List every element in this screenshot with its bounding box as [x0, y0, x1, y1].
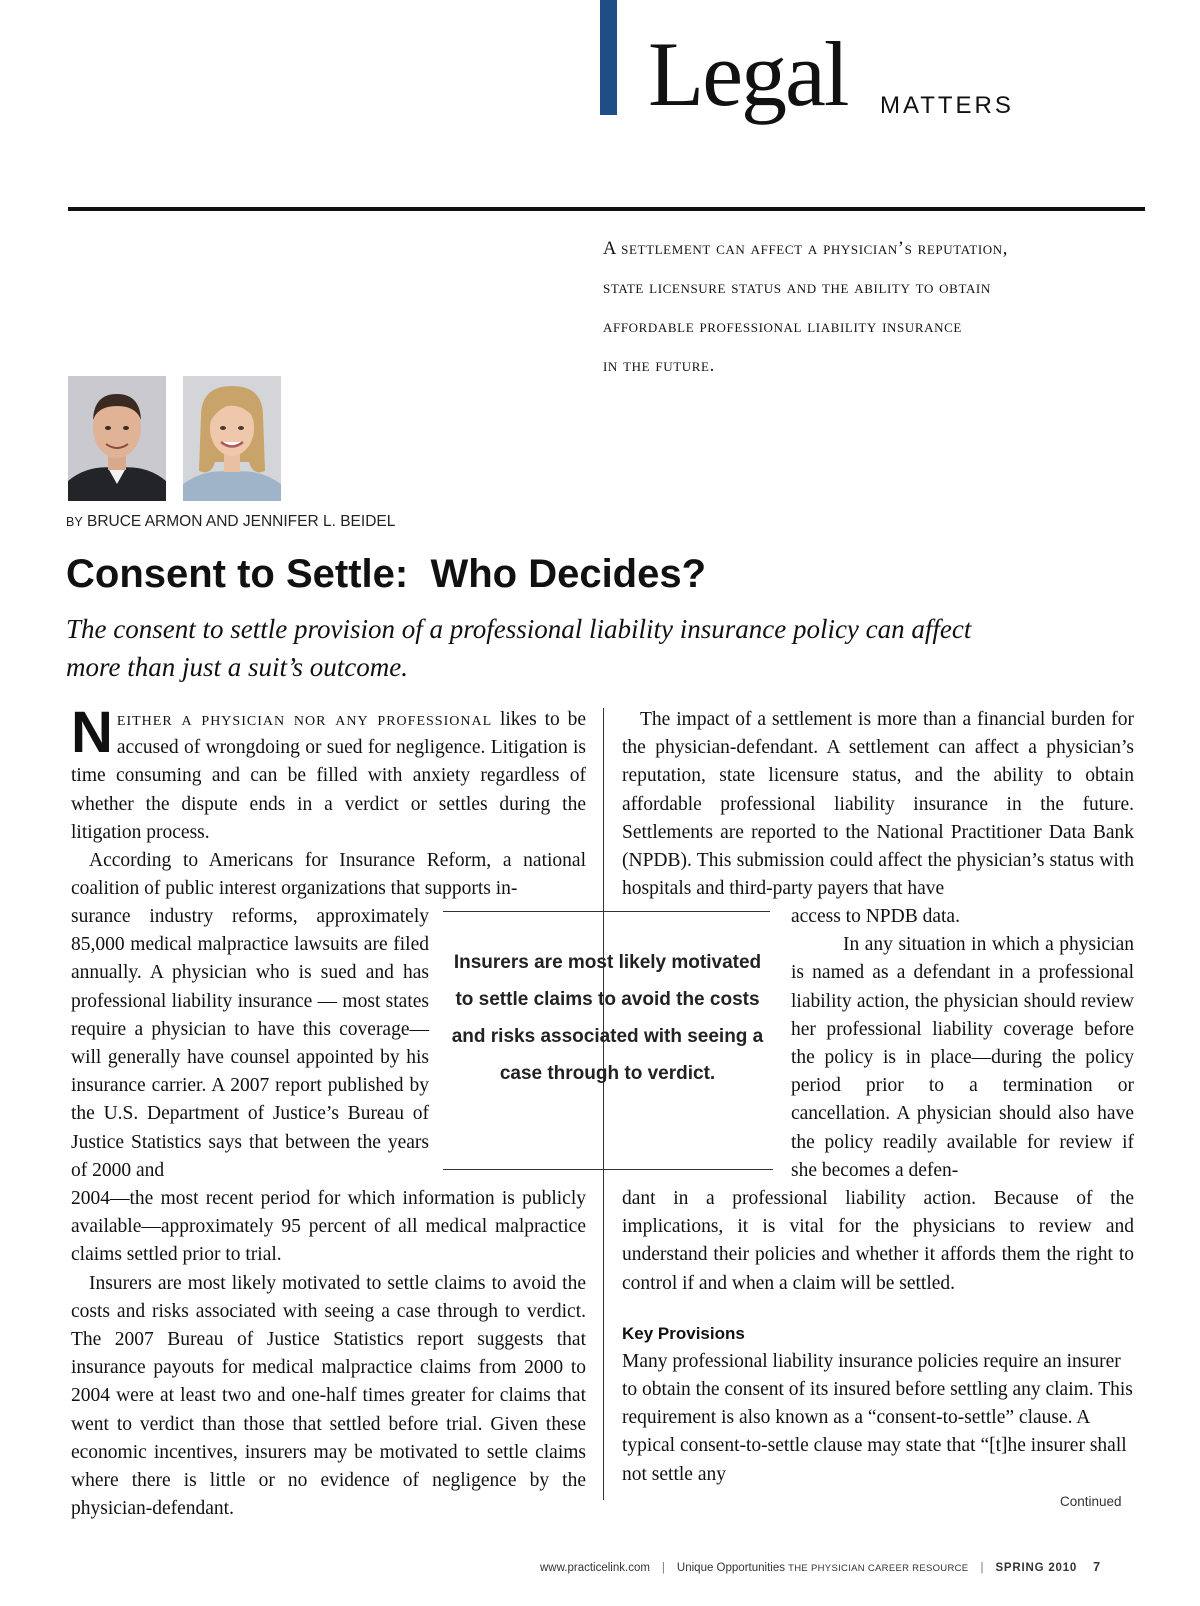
lead-smallcaps: either a physician nor any professional: [116, 709, 493, 730]
pull-quote-line: state licensure status and the ability to obtain: [603, 278, 991, 298]
footer-tagline: THE PHYSICIAN CAREER RESOURCE: [788, 1563, 969, 1574]
byline-authors: BRUCE ARMON AND JENNIFER L. BEIDEL: [87, 513, 396, 530]
body-paragraph: According to Americans for Insurance Reform, a national coalition of public interest organizations that supports in-: [71, 850, 586, 900]
body-column-right-wrap: [791, 903, 1134, 1185]
body-paragraph: The impact of a settlement is more than a financial burden for the physician-defendant. A settlement can affect a physician’s reputation, state licensure status, and the ability to obtain affordable professional liability insurance in the future. Settlements are reported to the National Practitioner Data Bank (NPDB). This submission could affect the physician’s status with hospitals and third-party payers that have: [622, 709, 1134, 900]
portrait-woman-icon: [183, 376, 281, 501]
masthead-title: Legal: [648, 23, 848, 125]
body-paragraph: 2004—the most recent period for which information is publicly available—approximately 95 percent of all medical malpractice claims settled prior to trial.: [71, 1188, 586, 1266]
masthead-subtitle: MATTERS: [880, 92, 1014, 119]
masthead-accent-bar: [600, 0, 617, 115]
body-paragraph: Many professional liability insurance policies require an insurer to obtain the consent of its insured before settling any claim. This requirement is also known as a “consent-to-settle” clause. A typical consent-to-settle clause may state that “[t]he insurer shall not settle any: [622, 1350, 1133, 1485]
section-subhead: Key Provisions: [622, 1323, 745, 1343]
drop-cap: N: [71, 700, 113, 765]
body-column-left-wrap: [71, 903, 429, 1185]
footer-url[interactable]: www.practicelink.com: [540, 1562, 650, 1574]
body-column-left-top: [71, 700, 586, 903]
footer-brand: Unique Opportunities: [676, 1562, 785, 1574]
pull-quote-line: A settlement can affect a physician’s reputation,: [603, 239, 1008, 259]
body-paragraph-lead: [71, 700, 586, 847]
pull-quote-line: in the future.: [603, 356, 715, 376]
body-column-left-bottom: [71, 1185, 586, 1523]
body-paragraph: dant in a professional liability action. Because of the implications, it is vital for the physicians to review and understand their policies and whether it affords them the right to control if and when a claim will be settled.: [622, 1188, 1134, 1294]
body-paragraph: In any situation in which a physician is named as a defendant in a professional liability action, the physician should review her professional liability coverage before the policy is in place—during the policy period prior to a termination or cancellation. A physician should also have the policy readily available for review if she becomes a defen-: [791, 934, 1134, 1181]
author-photo-jennifer-beidel: [183, 376, 281, 501]
footer-separator: |: [980, 1562, 984, 1574]
body-paragraph: access to NPDB data.: [791, 906, 960, 927]
portrait-man-icon: [68, 376, 166, 501]
footer-season: SPRING 2010: [995, 1562, 1078, 1574]
pull-quote-center: Insurers are most likely motivated to settle claims to avoid the costs and risks associated with seeing a case through to verdict.: [451, 952, 764, 1084]
byline-prefix: BY: [66, 515, 83, 529]
body-paragraph: Insurers are most likely motivated to settle claims to avoid the costs and risks associated with seeing a case through to verdict. The 2007 Bureau of Justice Statistics report suggests that insurance payouts for medical malpractice claims from 2000 to 2004 were at least two and one-half times greater for claims that went to verdict than those that settled before trial. Given these economic incentives, insurers may be motivated to settle claims where there is little or no evidence of negligence by the physician-defendant.: [71, 1272, 586, 1520]
body-paragraph: surance industry reforms, approximately 85,000 medical malpractice lawsuits are filed annually. A physician who is sued and has professional liability insurance — most states require a physician to have this coverage—will generally have counsel appointed by his insurance carrier. A 2007 report published by the U.S. Department of Justice’s Bureau of Justice Statistics says that between the years of 2000 and: [71, 906, 429, 1181]
pull-quote-rule-bottom: [443, 1169, 773, 1170]
article-deck: The consent to settle provision of a professional liability insurance policy can affect more than just a suit’s outcome.: [66, 614, 972, 682]
author-photo-bruce-armon: [68, 376, 166, 501]
column-divider: [603, 708, 604, 1500]
body-column-right-top: [622, 706, 1134, 903]
pull-quote-line: affordable professional liability insurance: [603, 317, 962, 337]
article-headline: Consent to Settle: Who Decides?: [66, 552, 707, 596]
page-footer: [540, 1560, 1100, 1574]
footer-separator: |: [661, 1562, 665, 1574]
pull-quote-rule-top: [443, 911, 770, 912]
masthead-rule: [68, 207, 1145, 211]
pull-quote-top: [603, 230, 1163, 386]
body-column-right-bottom: [622, 1185, 1134, 1489]
byline: [66, 513, 395, 531]
lead-text: likes to be accused of wrongdoing or sued for negligence. Litigation is time consuming and can be filled with anxiety regardless of whether the dispute ends in a verdict or settles during the litigation process.: [71, 709, 586, 843]
continued-label: Continued: [1060, 1494, 1122, 1509]
page-number: 7: [1093, 1560, 1101, 1574]
